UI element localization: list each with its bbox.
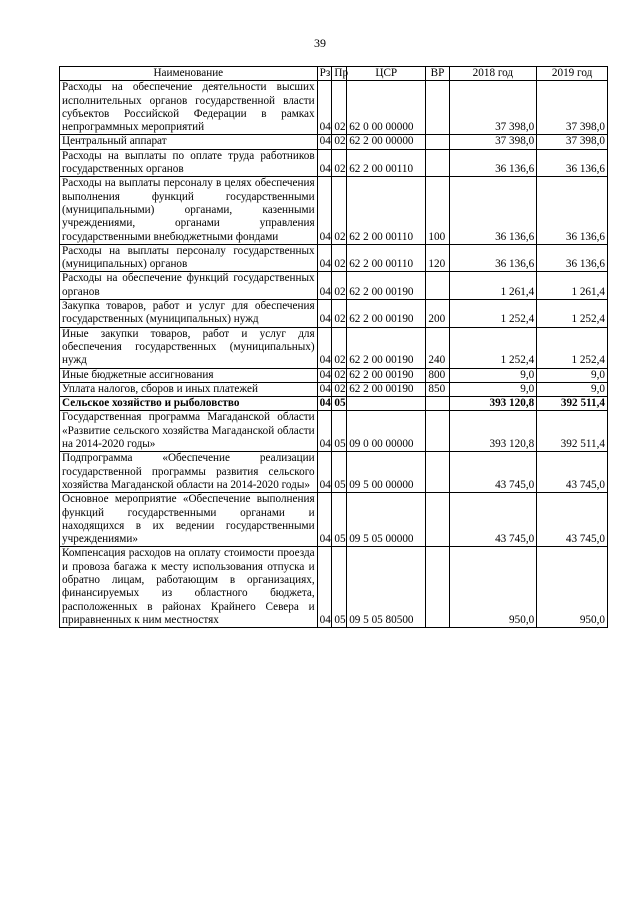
row-pr-cell: 05 xyxy=(332,397,347,411)
row-rz-cell: 04 xyxy=(317,135,332,149)
row-2019-cell: 43 745,0 xyxy=(537,452,608,493)
table-row xyxy=(60,382,608,396)
row-pr-cell: 02 xyxy=(332,300,347,328)
row-csr-cell: 62 2 00 00190 xyxy=(347,327,426,368)
row-csr-cell: 62 0 00 00000 xyxy=(347,81,426,135)
row-csr-cell: 62 2 00 00110 xyxy=(347,177,426,244)
row-pr-cell: 05 xyxy=(332,411,347,452)
row-rz-cell: 04 xyxy=(317,244,332,272)
row-rz-cell: 04 xyxy=(317,411,332,452)
row-pr-cell: 02 xyxy=(332,244,347,272)
row-csr-cell: 09 5 00 00000 xyxy=(347,452,426,493)
row-vr-cell xyxy=(426,452,449,493)
table-row xyxy=(60,149,608,177)
row-vr-cell: 850 xyxy=(426,382,449,396)
row-2018-cell: 950,0 xyxy=(449,547,537,628)
row-2019-cell: 36 136,6 xyxy=(537,244,608,272)
row-name-cell: Сельское хозяйство и рыболовство xyxy=(60,397,318,411)
row-rz-cell: 04 xyxy=(317,300,332,328)
row-pr-cell: 02 xyxy=(332,368,347,382)
row-vr-cell xyxy=(426,81,449,135)
row-pr-cell: 05 xyxy=(332,493,347,547)
column-header-rz: Рз xyxy=(317,67,332,81)
row-csr-cell: 62 2 00 00190 xyxy=(347,382,426,396)
row-name-cell: Расходы на обеспечение функций государственных органов xyxy=(60,272,318,300)
table-row xyxy=(60,327,608,368)
row-2019-cell: 1 252,4 xyxy=(537,327,608,368)
table-row xyxy=(60,177,608,244)
table-row xyxy=(60,244,608,272)
row-pr-cell: 02 xyxy=(332,327,347,368)
table-body xyxy=(60,81,608,628)
row-name-cell: Центральный аппарат xyxy=(60,135,318,149)
budget-table xyxy=(59,66,608,628)
row-pr-cell: 02 xyxy=(332,149,347,177)
row-2018-cell: 36 136,6 xyxy=(449,177,537,244)
row-2019-cell: 1 261,4 xyxy=(537,272,608,300)
row-vr-cell: 100 xyxy=(426,177,449,244)
row-rz-cell: 04 xyxy=(317,81,332,135)
row-csr-cell: 62 2 00 00190 xyxy=(347,368,426,382)
row-name-cell: Расходы на выплаты персоналу государственных (муниципальных) органов xyxy=(60,244,318,272)
row-csr-cell: 62 2 00 00190 xyxy=(347,272,426,300)
row-2018-cell: 36 136,6 xyxy=(449,149,537,177)
row-name-cell: Закупка товаров, работ и услуг для обеспечения государственных (муниципальных) нужд xyxy=(60,300,318,328)
row-2019-cell: 1 252,4 xyxy=(537,300,608,328)
row-csr-cell: 62 2 00 00190 xyxy=(347,300,426,328)
row-csr-cell xyxy=(347,397,426,411)
row-vr-cell xyxy=(426,149,449,177)
row-name-cell: Иные закупки товаров, работ и услуг для обеспечения государственных (муниципальных) нужд xyxy=(60,327,318,368)
table-row xyxy=(60,368,608,382)
table-row xyxy=(60,272,608,300)
row-2018-cell: 393 120,8 xyxy=(449,411,537,452)
row-rz-cell: 04 xyxy=(317,327,332,368)
table-row xyxy=(60,300,608,328)
row-name-cell: Государственная программа Магаданской области «Развитие сельского хозяйства Магаданской области на 2014-2020 годы» xyxy=(60,411,318,452)
row-vr-cell: 120 xyxy=(426,244,449,272)
row-rz-cell: 04 xyxy=(317,547,332,628)
row-rz-cell: 04 xyxy=(317,382,332,396)
row-2019-cell: 43 745,0 xyxy=(537,493,608,547)
row-csr-cell: 62 2 00 00110 xyxy=(347,149,426,177)
row-vr-cell: 800 xyxy=(426,368,449,382)
row-2018-cell: 37 398,0 xyxy=(449,81,537,135)
table-row xyxy=(60,493,608,547)
column-header-2018: 2018 год xyxy=(449,67,537,81)
column-header-name: Наименование xyxy=(60,67,318,81)
row-name-cell: Компенсация расходов на оплату стоимости проезда и провоза багажа к месту использования отпуска и обратно лицам, работающим в организациях, финансируемых из областного бюджета, расположенных в районах Крайнего Севера и приравненных к ним местностях xyxy=(60,547,318,628)
row-vr-cell xyxy=(426,397,449,411)
row-pr-cell: 02 xyxy=(332,177,347,244)
row-2019-cell: 392 511,4 xyxy=(537,411,608,452)
row-2019-cell: 37 398,0 xyxy=(537,81,608,135)
table-row xyxy=(60,547,608,628)
row-csr-cell: 62 2 00 00000 xyxy=(347,135,426,149)
row-vr-cell xyxy=(426,272,449,300)
table-row xyxy=(60,411,608,452)
row-rz-cell: 04 xyxy=(317,397,332,411)
table-row xyxy=(60,81,608,135)
table-header-row xyxy=(60,67,608,81)
column-header-csr: ЦСР xyxy=(347,67,426,81)
row-vr-cell xyxy=(426,547,449,628)
row-2019-cell: 9,0 xyxy=(537,382,608,396)
row-pr-cell: 02 xyxy=(332,81,347,135)
row-pr-cell: 02 xyxy=(332,272,347,300)
table-row xyxy=(60,135,608,149)
row-2018-cell: 36 136,6 xyxy=(449,244,537,272)
row-name-cell: Расходы на выплаты персоналу в целях обеспечения выполнения функций государственными (муниципальными) органами, казенными учреждениями, органами управления государственными внебюджетными фондами xyxy=(60,177,318,244)
column-header-pr: Пр xyxy=(332,67,347,81)
row-2018-cell: 43 745,0 xyxy=(449,452,537,493)
column-header-2019: 2019 год xyxy=(537,67,608,81)
row-2018-cell: 1 252,4 xyxy=(449,327,537,368)
row-2019-cell: 37 398,0 xyxy=(537,135,608,149)
row-2019-cell: 36 136,6 xyxy=(537,177,608,244)
row-vr-cell: 240 xyxy=(426,327,449,368)
row-name-cell: Расходы на обеспечение деятельности высших исполнительных органов государственной власти субъектов Российской Федерации в рамках непрограммных мероприятий xyxy=(60,81,318,135)
row-rz-cell: 04 xyxy=(317,368,332,382)
row-pr-cell: 05 xyxy=(332,547,347,628)
row-name-cell: Уплата налогов, сборов и иных платежей xyxy=(60,382,318,396)
row-csr-cell: 09 0 00 00000 xyxy=(347,411,426,452)
row-2018-cell: 9,0 xyxy=(449,382,537,396)
row-2018-cell: 37 398,0 xyxy=(449,135,537,149)
row-2019-cell: 950,0 xyxy=(537,547,608,628)
row-name-cell: Иные бюджетные ассигнования xyxy=(60,368,318,382)
row-2018-cell: 9,0 xyxy=(449,368,537,382)
table-row xyxy=(60,452,608,493)
row-csr-cell: 09 5 05 80500 xyxy=(347,547,426,628)
row-2018-cell: 43 745,0 xyxy=(449,493,537,547)
row-vr-cell xyxy=(426,411,449,452)
row-2019-cell: 392 511,4 xyxy=(537,397,608,411)
row-name-cell: Расходы на выплаты по оплате труда работников государственных органов xyxy=(60,149,318,177)
row-csr-cell: 09 5 05 00000 xyxy=(347,493,426,547)
row-vr-cell: 200 xyxy=(426,300,449,328)
column-header-vr: ВР xyxy=(426,67,449,81)
row-2019-cell: 36 136,6 xyxy=(537,149,608,177)
row-rz-cell: 04 xyxy=(317,493,332,547)
row-rz-cell: 04 xyxy=(317,149,332,177)
page-number: 39 xyxy=(314,36,326,50)
row-vr-cell xyxy=(426,135,449,149)
row-rz-cell: 04 xyxy=(317,452,332,493)
row-2019-cell: 9,0 xyxy=(537,368,608,382)
row-rz-cell: 04 xyxy=(317,272,332,300)
row-2018-cell: 393 120,8 xyxy=(449,397,537,411)
row-name-cell: Подпрограмма «Обеспечение реализации государственной программы развития сельского хозяйства Магаданской области на 2014-2020 годы» xyxy=(60,452,318,493)
row-name-cell: Основное мероприятие «Обеспечение выполнения функций государственными органами и находящихся в их ведении государственными учреждениями» xyxy=(60,493,318,547)
table-row xyxy=(60,397,608,411)
row-csr-cell: 62 2 00 00110 xyxy=(347,244,426,272)
row-vr-cell xyxy=(426,493,449,547)
row-pr-cell: 05 xyxy=(332,452,347,493)
row-rz-cell: 04 xyxy=(317,177,332,244)
row-pr-cell: 02 xyxy=(332,135,347,149)
row-2018-cell: 1 261,4 xyxy=(449,272,537,300)
row-pr-cell: 02 xyxy=(332,382,347,396)
row-2018-cell: 1 252,4 xyxy=(449,300,537,328)
